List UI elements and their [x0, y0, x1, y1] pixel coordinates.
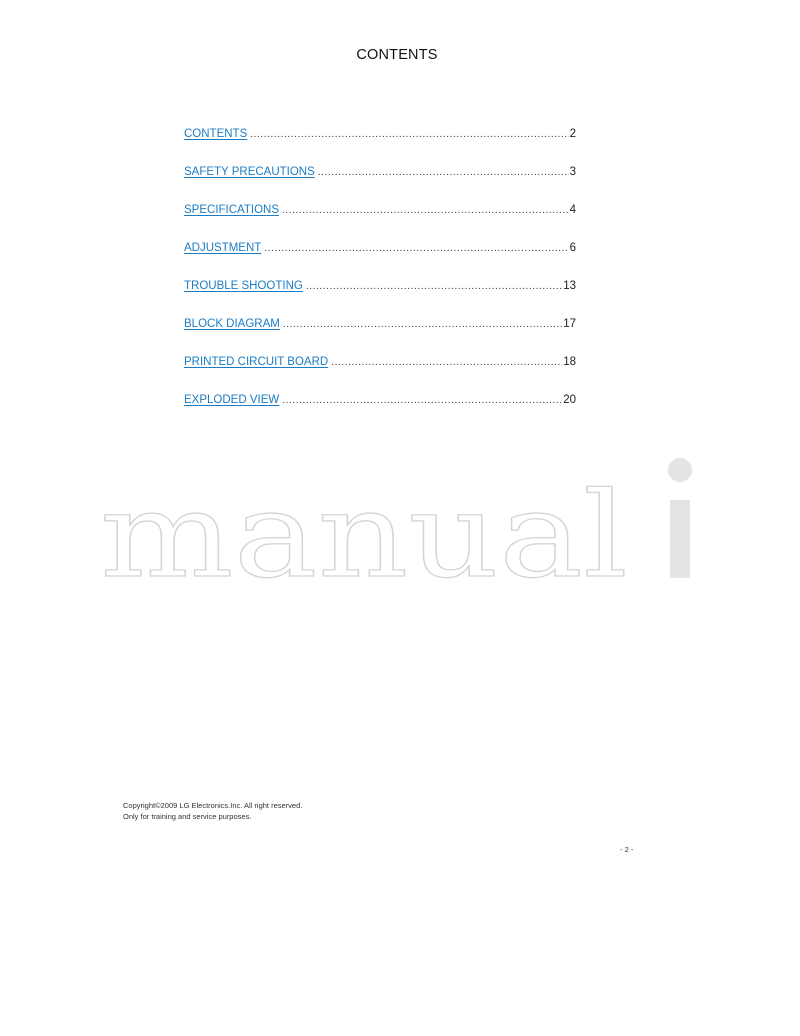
watermark-i-dot — [668, 458, 692, 482]
toc-page-number: 2 — [569, 128, 576, 140]
toc-dot-leader — [306, 279, 562, 295]
toc-entry-contents — [184, 126, 576, 164]
toc-entry-adjustment — [184, 240, 576, 278]
toc-entry-block-diagram — [184, 316, 576, 354]
toc-link-exploded-view[interactable]: EXPLODED VIEW — [184, 394, 280, 406]
toc-link-specifications[interactable]: SPECIFICATIONS — [184, 204, 279, 216]
toc-link-adjustment[interactable]: ADJUSTMENT — [184, 242, 262, 254]
toc-entry-specifications — [184, 202, 576, 240]
watermark-i-stem — [670, 500, 690, 578]
toc-link-block-diagram[interactable]: BLOCK DIAGRAM — [184, 318, 280, 330]
toc-page-number: 4 — [569, 204, 576, 216]
toc-entry-safety-precautions — [184, 164, 576, 202]
toc-dot-leader — [318, 165, 569, 181]
toc-entry-printed-circuit-board — [184, 354, 576, 392]
toc-link-trouble-shooting[interactable]: TROUBLE SHOOTING — [184, 280, 303, 292]
toc-dot-leader — [282, 393, 562, 409]
toc-page-number: 6 — [569, 242, 576, 254]
toc-dot-leader — [282, 203, 569, 219]
toc-dot-leader — [283, 317, 562, 333]
table-of-contents — [184, 126, 576, 430]
toc-entry-trouble-shooting — [184, 278, 576, 316]
toc-link-printed-circuit-board[interactable]: PRINTED CIRCUIT BOARD — [184, 356, 329, 368]
toc-link-contents[interactable]: CONTENTS — [184, 128, 248, 140]
toc-dot-leader — [264, 241, 568, 257]
copyright-line: Copyright©2009 LG Electronics.Inc. All right reserved. — [123, 801, 303, 810]
usage-note-line: Only for training and service purposes. — [123, 812, 252, 821]
toc-dot-leader — [331, 355, 562, 371]
toc-link-safety-precautions[interactable]: SAFETY PRECAUTIONS — [184, 166, 315, 178]
toc-page-number: 18 — [563, 356, 576, 368]
toc-dot-leader — [250, 127, 568, 143]
toc-entry-exploded-view — [184, 392, 576, 430]
toc-page-number: 13 — [563, 280, 576, 292]
page-number: - 2 - — [620, 845, 634, 854]
toc-page-number: 3 — [569, 166, 576, 178]
watermark-text-outline: manual — [100, 466, 628, 588]
toc-page-number: 17 — [563, 318, 576, 330]
page-title: CONTENTS — [356, 47, 438, 63]
copyright-notice — [123, 800, 302, 822]
manuali-watermark-logo — [96, 452, 700, 588]
toc-page-number: 20 — [563, 394, 576, 406]
